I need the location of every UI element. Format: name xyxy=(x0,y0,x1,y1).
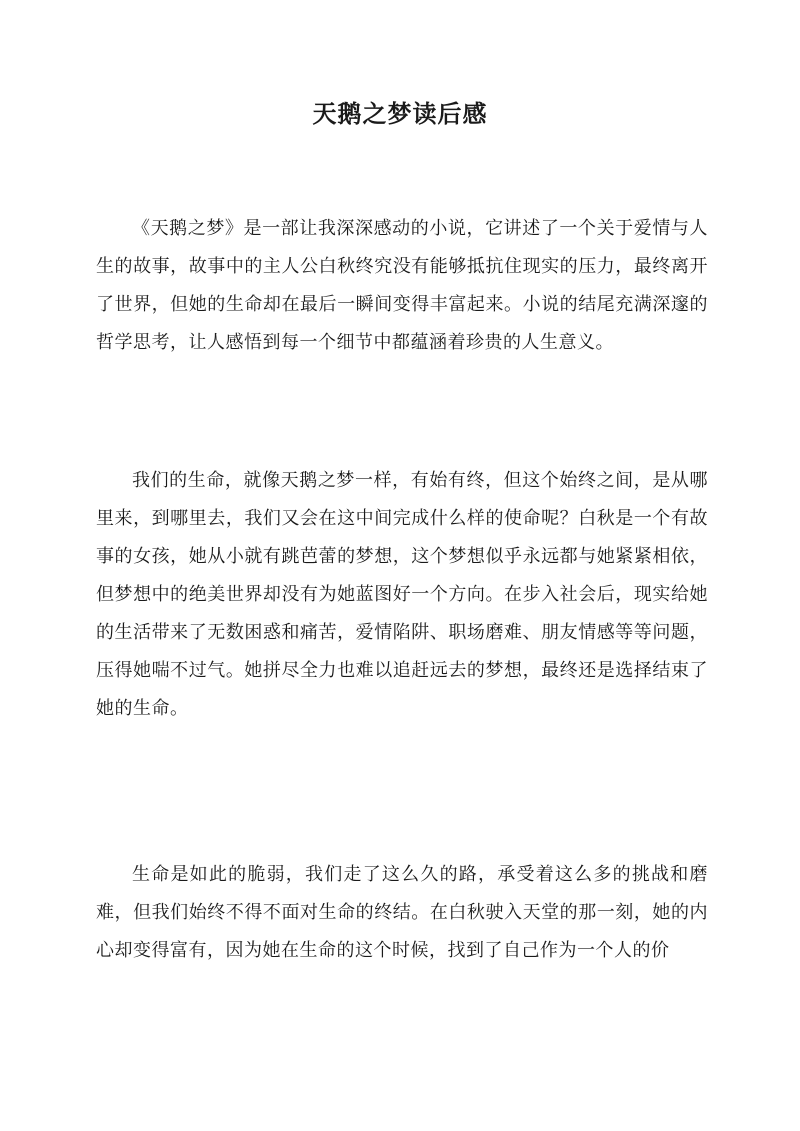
paragraph-2 xyxy=(96,462,708,728)
paragraph-text: 《天鹅之梦》是一部让我深深感动的小说，它讲述了一个关于爱情与人生的故事，故事中的主人公白秋终究没有能够抵抗住现实的压力，最终离开了世界，但她的生命却在最后一瞬间变得丰富起来。小说的结尾充满深邃的哲学思考，让人感悟到每一个细节中都蕴涵着珍贵的人生意义。 xyxy=(96,218,708,353)
paragraph-text: 我们的生命，就像天鹅之梦一样，有始有终，但这个始终之间，是从哪里来，到哪里去，我们又会在这中间完成什么样的使命呢？白秋是一个有故事的女孩，她从小就有跳芭蕾的梦想，这个梦想似乎永远都与她紧紧相依，但梦想中的绝美世界却没有为她蓝图好一个方向。在步入社会后，现实给她的生活带来了无数困惑和痛苦，爱情陷阱、职场磨难、朋友情感等等问题，压得她喘不过气。她拼尽全力也难以追赶远去的梦想，最终还是选择结束了她的生命。 xyxy=(96,470,708,719)
paragraph-1 xyxy=(96,210,708,362)
document-title: 天鹅之梦读后感 xyxy=(312,99,488,128)
paragraph-text: 生命是如此的脆弱，我们走了这么久的路，承受着这么多的挑战和磨难，但我们始终不得不面对生命的终结。在白秋驶入天堂的那一刻，她的内心却变得富有，因为她在生命的这个时候，找到了自己作为一个人的价 xyxy=(96,864,708,961)
paragraph-3 xyxy=(96,856,708,970)
